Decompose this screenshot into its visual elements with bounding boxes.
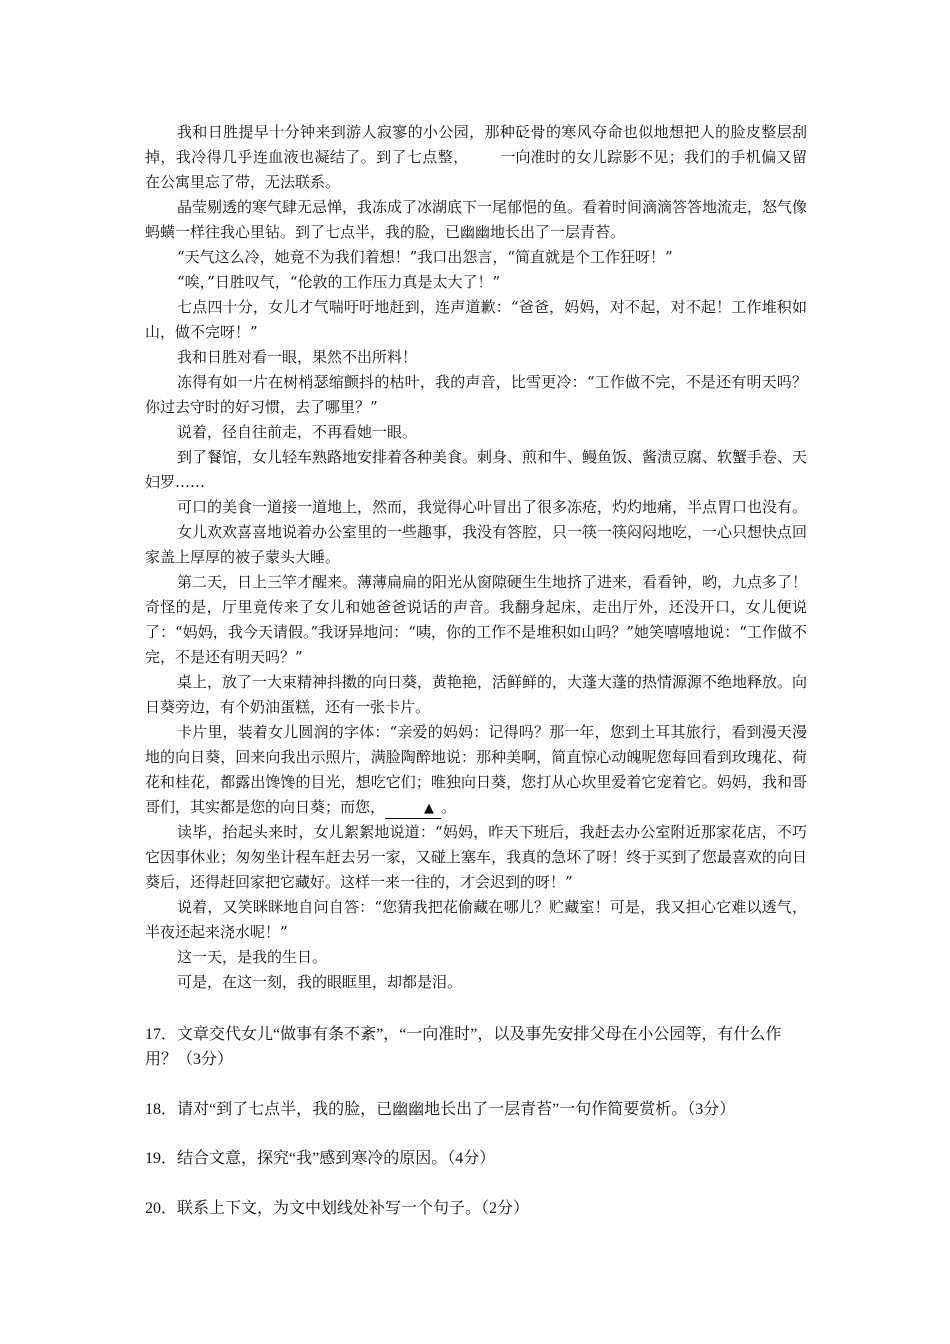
paragraph-1: 我和日胜提早十分钟来到游人寂寥的小公园，那种砭骨的寒风夺命也似地想把人的脸皮整层刮掉，我冷得几乎连血液也凝结了。到了七点整， 一向准时 · ·的女儿踪影不见；我们的手机偏又留在公寓里忘了带，无法联系。: [145, 120, 807, 195]
question-18: 18．请对“到了七点半，我的脸，已幽幽地长出了一层青苔”一句作简要赏析。（3分）: [145, 1101, 736, 1118]
paragraph-4: “唉，”日胜叹气，“伦敦的工作压力真是太大了！”: [177, 273, 501, 291]
fill-in-blank: ▲: [385, 800, 441, 819]
paragraph-18: 可是，在这一刻，我的眼眶里，却都是泪。: [177, 973, 463, 991]
paragraph-10: 可口的美食一道接一道地上，然而，我觉得心叶冒出了很多冻疮，灼灼地痛，半点胃口也没有。: [177, 498, 808, 516]
paragraph-13: 桌上，放了一大束精神抖擞的向日葵，黄艳艳，活鲜鲜的，大蓬大蓬的热情源源不绝地释放。向日葵旁边，有个奶油蛋糕，还有一张卡片。: [145, 673, 808, 716]
paragraph-12: 第二天，日上三竿才醒来。薄薄扁扁的阳光从窗隙硬生生地挤了进来，看看钟，哟，九点多了！奇怪的是，厅里竟传来了女儿和她爸爸说话的声音。我翻身起床，走出厅外，还没开口，女儿便说了：“妈妈，我今天请假。”我讶异地问：“咦，你的工作不是堆积如山吗？”她笑嘻嘻地说：“工作做不完，不是还有明天吗？”: [145, 573, 808, 666]
question-20: 20．联系上下文，为文中划线处补写一个句子。（2分）: [145, 1200, 530, 1217]
emphasis-dotted-text: 一向准时 · ·: [469, 145, 561, 170]
reading-passage: [145, 120, 807, 995]
paragraph-9: 到了餐馆，女儿轻车熟路地安排着各种美食。刺身、煎和牛、鳗鱼饭、酱渍豆腐、软蟹手卷、天妇罗……: [145, 448, 808, 491]
question-17: 17．文章交代女儿“做事有条不紊”，“一向准时”，以及事先安排父母在小公园等，有什么作用？（3分）: [145, 1026, 782, 1068]
paragraph-15: 读毕，抬起头来时，女儿絮絮地说道：“妈妈，昨天下班后，我赶去办公室附近那家花店，不巧它因事休业；匆匆坐计程车赶去另一家，又碰上塞车，我真的急坏了呀！终于买到了您最喜欢的向日葵后，还得赶回家把它藏好。这样一来一往的，才会迟到的呀！”: [145, 823, 807, 891]
paragraph-5: 七点四十分，女儿才气喘吁吁地赶到，连声道歉：“爸爸，妈妈，对不起，对不起！工作堆积如山，做不完呀！”: [145, 298, 807, 341]
paragraph-7: 冻得有如一片在树梢瑟缩颤抖的枯叶，我的声音，比雪更冷：“工作做不完，不是还有明天吗？你过去守时的好习惯，去了哪里？”: [145, 373, 807, 416]
paragraph-17: 这一天，是我的生日。: [177, 948, 328, 966]
paragraph-6: 我和日胜对看一眼，果然不出所料！: [177, 348, 418, 366]
paragraph-14: 卡片里，装着女儿圆润的字体：“亲爱的妈妈：记得吗？那一年，您到土耳其旅行，看到漫天漫地的向日葵，回来向我出示照片，满脸陶醉地说：那种美啊，简直惊心动魄呢您每回看到玫瑰花、荷花和桂花，都露出馋馋的目光，想吃它们；唯独向日葵，您打从心坎里爱着它宠着它。妈妈，我和哥哥们，其实都是您的向日葵；而您， ▲ 。: [145, 720, 807, 820]
paragraph-3: “天气这么冷，她竟不为我们着想！”我口出怨言，“简直就是个工作狂呀！”: [177, 248, 673, 266]
question-19: 19．结合文意，探究“我”感到寒冷的原因。（4分）: [145, 1150, 496, 1167]
paragraph-8: 说着，径自往前走，不再看她一眼。: [177, 423, 418, 441]
paragraph-2: 晶莹剔透的寒气肆无忌惮，我冻成了冰湖底下一尾郁悒的鱼。看着时间滴滴答答地流走，怒气像蚂蟥一样往我心里钻。到了七点半，我的脸，已幽幽地长出了一层青苔。: [145, 198, 808, 241]
paragraph-11: 女儿欢欢喜喜地说着办公室里的一些趣事，我没有答腔，只一筷一筷闷闷地吃，一心只想快点回家盖上厚厚的被子蒙头大睡。: [145, 523, 808, 566]
paragraph-16: 说着，又笑眯眯地自问自答：“您猜我把花偷藏在哪儿？贮藏室！可是，我又担心它难以透气，半夜还起来浇水呢！”: [145, 898, 807, 941]
